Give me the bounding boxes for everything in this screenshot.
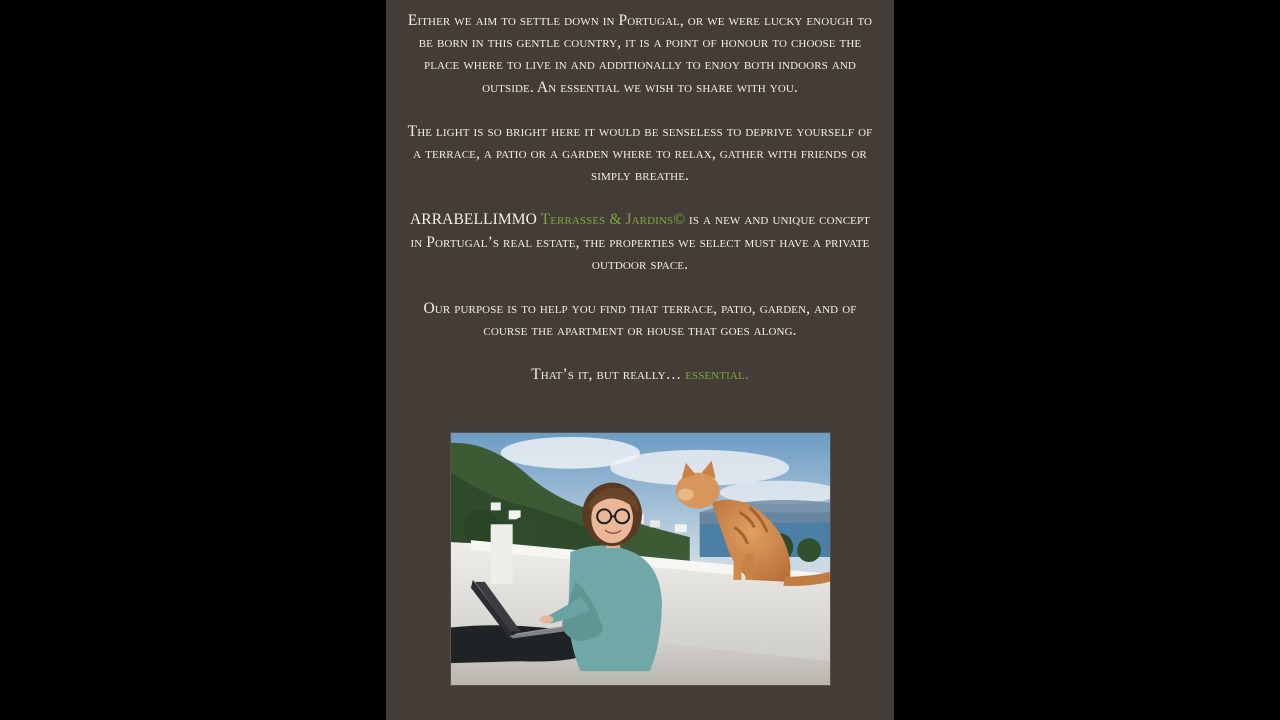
brand-name: ARRABELLIMMO	[409, 211, 537, 229]
closing-paragraph	[406, 364, 874, 386]
light-paragraph: The light is so bright here it would be senseless to deprive yourself of a terrace, a patio or a garden where to relax, gather with friends or simply breathe.	[407, 122, 873, 185]
concept-text: is a new and unique concept in Portugal’s real estate, the properties we select must have a private outdoor space.	[410, 211, 871, 273]
closing-lead: That’s it, but really…	[531, 366, 686, 384]
essential-highlight: essential.	[685, 366, 749, 384]
purpose-paragraph: Our purpose is to help you find that terrace, patio, garden, and of course the apartment or house that goes along.	[423, 300, 857, 340]
terrace-photo-illustration	[451, 433, 830, 685]
terrace-photo	[450, 432, 831, 686]
product-name-link[interactable]: Terrasses & Jardins©	[540, 211, 686, 229]
concept-paragraph	[406, 209, 874, 276]
content-column	[386, 0, 894, 720]
intro-paragraph: Either we aim to settle down in Portugal, or we were lucky enough to be born in this gentle country, it is a point of honour to choose the place where to live in and additionally to enjoy both indoors and outside. An essential we wish to share with you.	[407, 12, 873, 96]
